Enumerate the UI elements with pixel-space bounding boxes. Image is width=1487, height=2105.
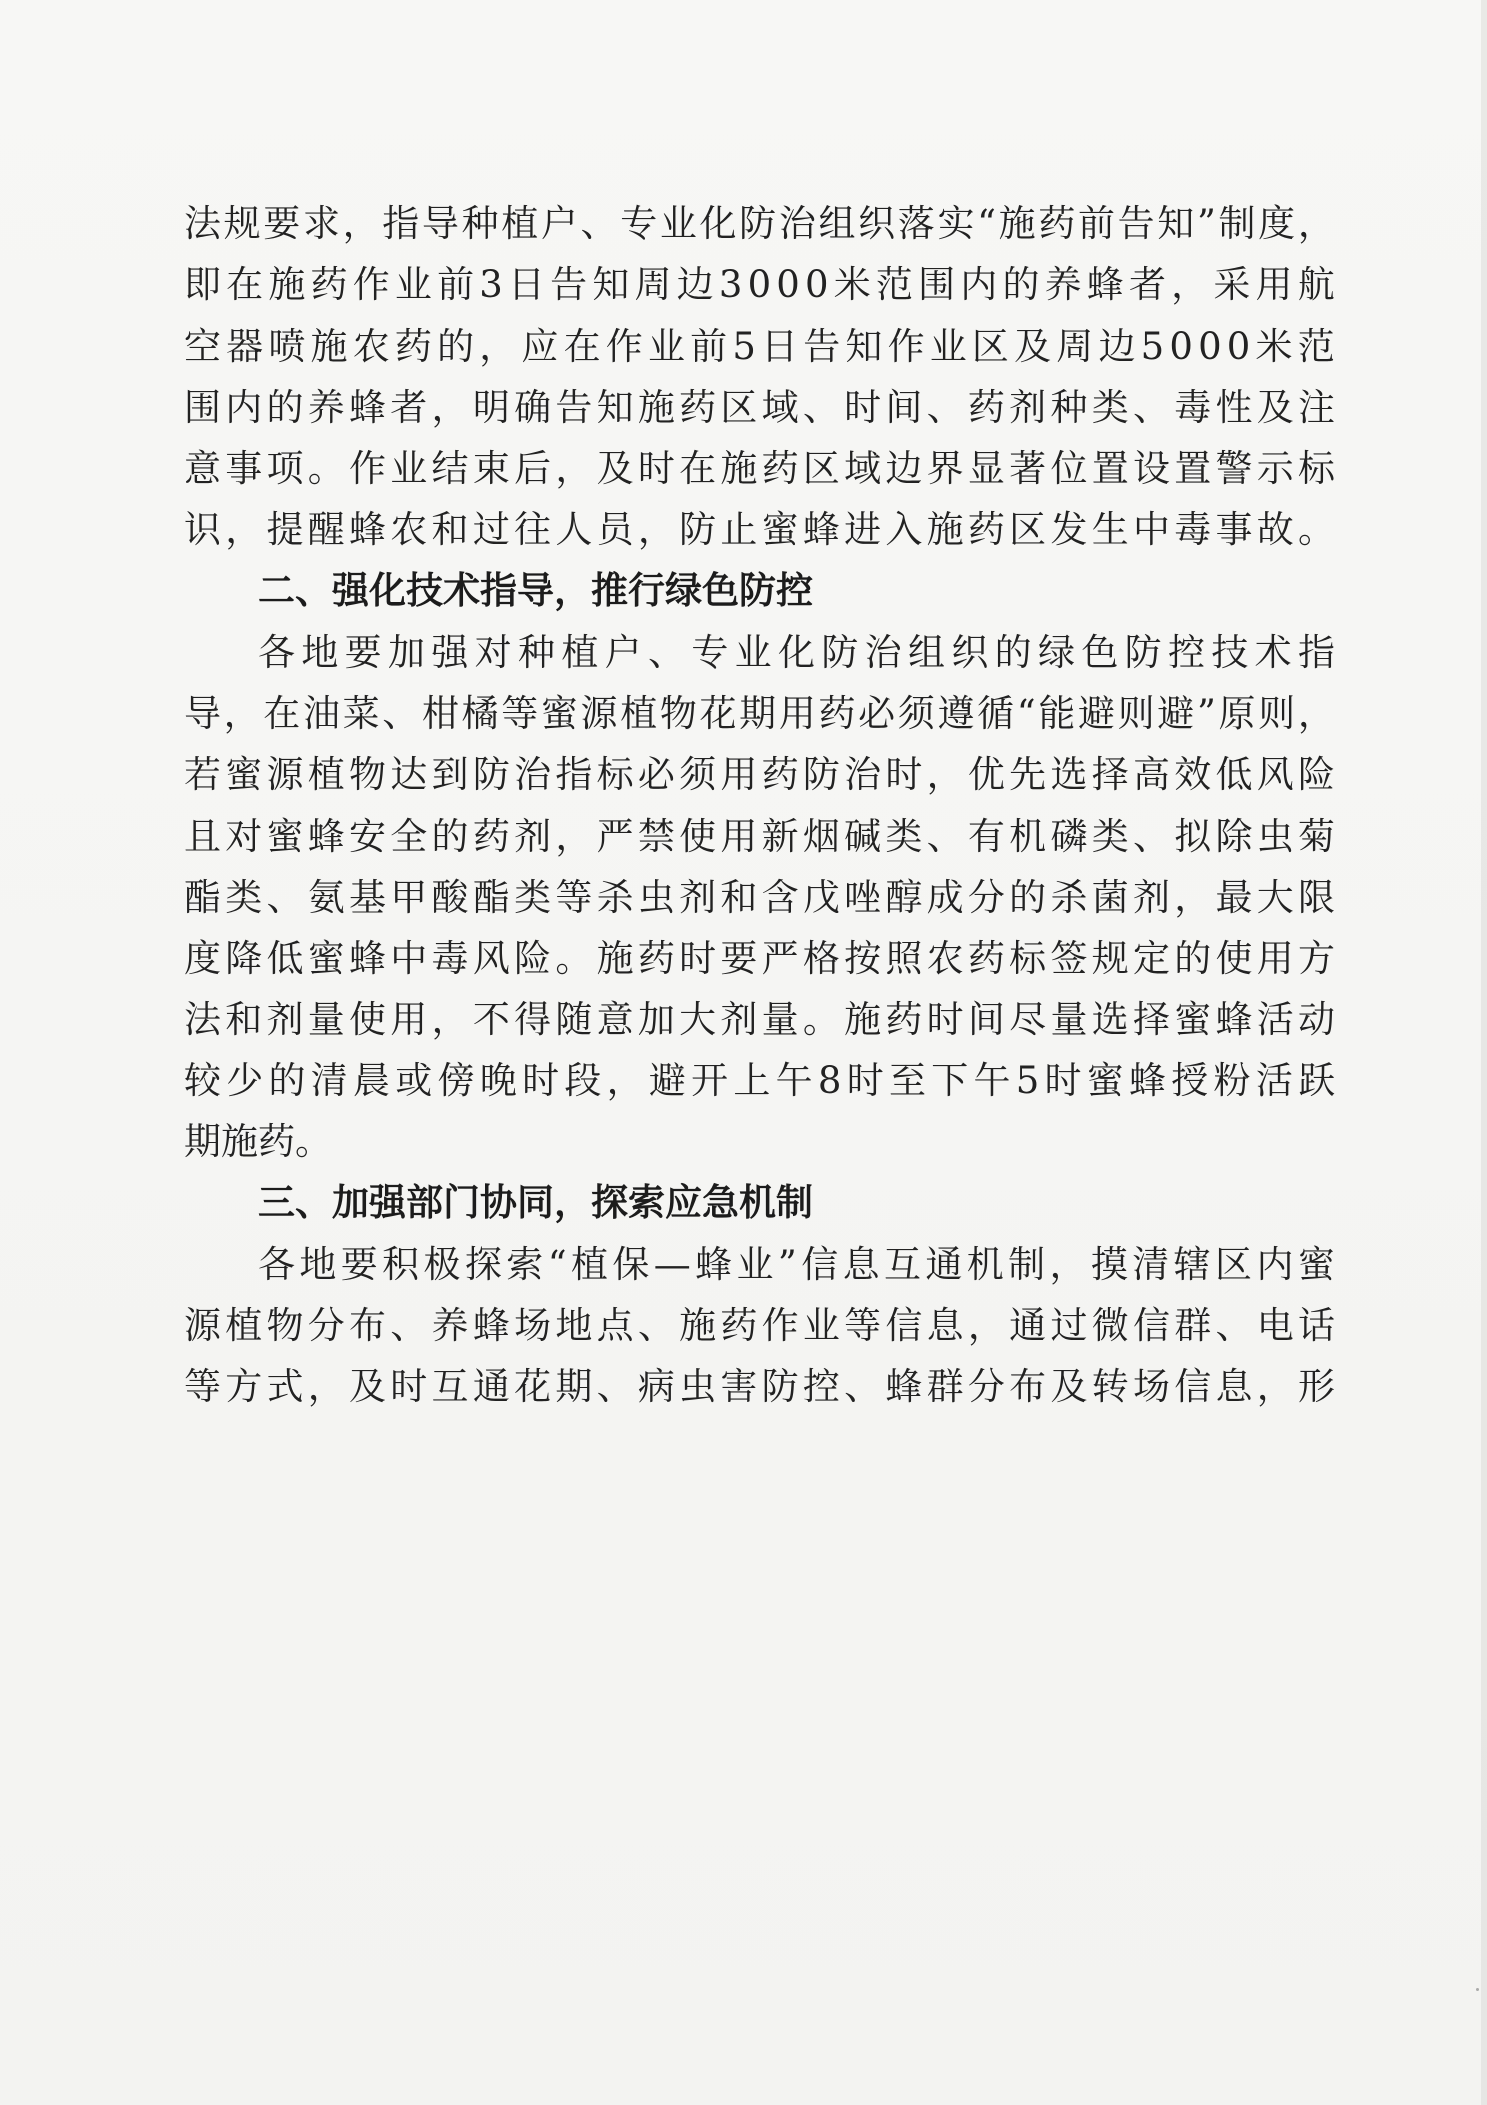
body-line: 各地要积极探索“植保—蜂业”信息互通机制，摸清辖区内蜜: [258, 1243, 1340, 1286]
section-heading: 三、加强部门协同，探索应急机制: [258, 1181, 813, 1224]
body-line: 即在施药作业前3日告知周边3000米范围内的养蜂者，采用航: [184, 263, 1340, 306]
body-line: 若蜜源植物达到防治指标必须用药防治时，优先选择高效低风险: [184, 753, 1340, 796]
scan-speck: [1476, 1988, 1479, 1991]
body-line: 识，提醒蜂农和过往人员，防止蜜蜂进入施药区发生中毒事故。: [184, 508, 1340, 551]
scan-edge: [1481, 0, 1487, 2105]
body-line: 各地要加强对种植户、专业化防治组织的绿色防控技术指: [258, 631, 1342, 674]
body-line: 度降低蜜蜂中毒风险。施药时要严格按照农药标签规定的使用方: [184, 937, 1340, 980]
body-line: 空器喷施农药的，应在作业前5日告知作业区及周边5000米范: [184, 325, 1340, 368]
body-line: 酯类、氨基甲酸酯类等杀虫剂和含戊唑醇成分的杀菌剂，最大限: [184, 876, 1340, 919]
body-line: 等方式，及时互通花期、病虫害防控、蜂群分布及转场信息，形: [184, 1365, 1340, 1408]
body-line: 源植物分布、养蜂场地点、施药作业等信息，通过微信群、电话: [184, 1304, 1340, 1347]
body-line: 导，在油菜、柑橘等蜜源植物花期用药必须遵循“能避则避”原则，: [184, 692, 1338, 735]
section-heading: 二、强化技术指导，推行绿色防控: [258, 569, 813, 612]
body-line: 且对蜜蜂安全的药剂，严禁使用新烟碱类、有机磷类、拟除虫菊: [184, 815, 1340, 858]
body-line: 法和剂量使用，不得随意加大剂量。施药时间尽量选择蜜蜂活动: [184, 998, 1340, 1041]
body-line: 较少的清晨或傍晚时段，避开上午8时至下午5时蜜蜂授粉活跃: [184, 1059, 1341, 1102]
body-line: 法规要求，指导种植户、专业化防治组织落实“施药前告知”制度，: [184, 202, 1338, 245]
body-line: 意事项。作业结束后，及时在施药区域边界显著位置设置警示标: [184, 447, 1340, 490]
body-line: 围内的养蜂者，明确告知施药区域、时间、药剂种类、毒性及注: [184, 386, 1340, 429]
body-line: 期施药。: [184, 1120, 332, 1163]
